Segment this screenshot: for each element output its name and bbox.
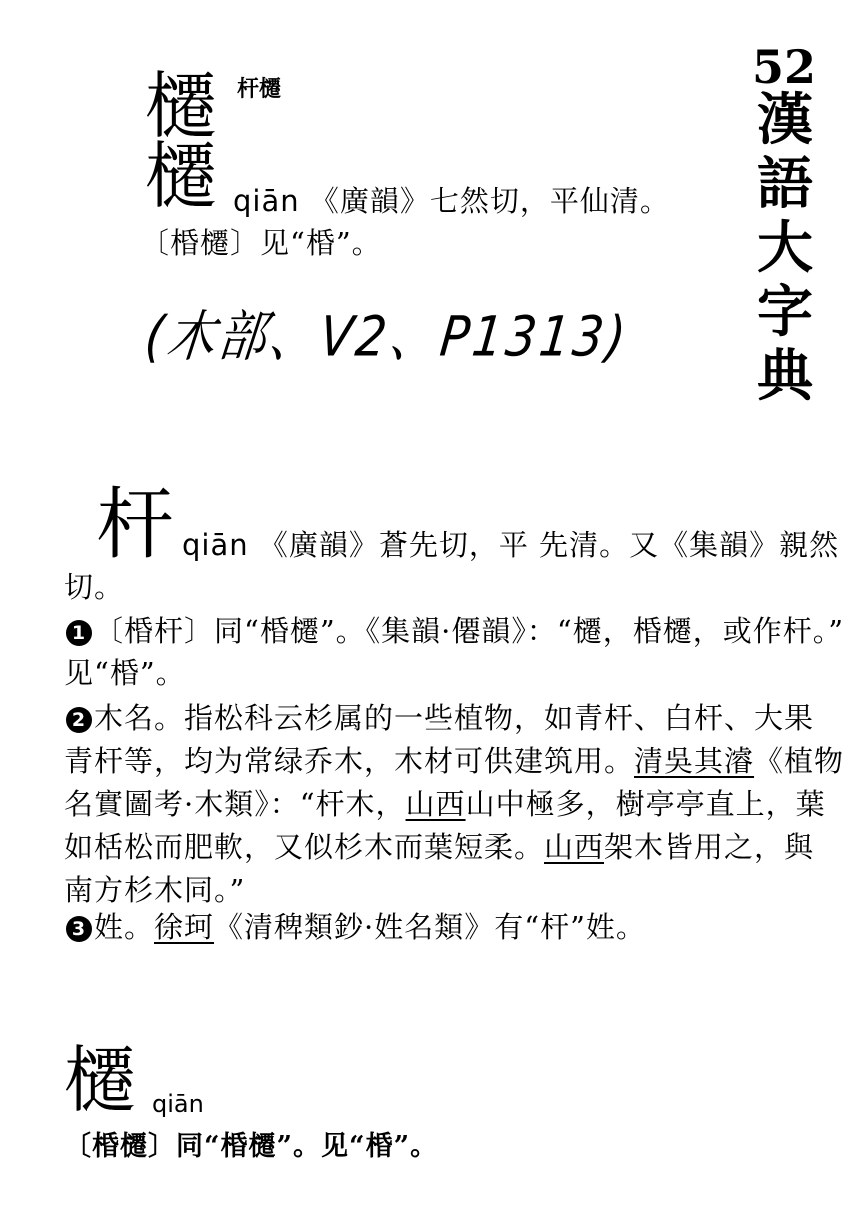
- text-line: 南方杉木同。”: [64, 873, 246, 907]
- variant-note: 杆櫏: [237, 76, 282, 102]
- proper-name: 清: [634, 744, 665, 778]
- text-line: 切。: [64, 570, 125, 604]
- entry-definition: 〔棔櫏〕见“棔”。: [140, 226, 382, 260]
- title-char: 語: [757, 151, 813, 217]
- pinyin: qiān: [152, 1090, 204, 1118]
- head-character: 杆: [96, 480, 175, 570]
- proper-name: 山西: [405, 787, 466, 821]
- sense-text: 木名。指松科云杉属的一些植物，如青杆、白杆、大果: [94, 701, 815, 735]
- page-number: 52: [752, 40, 817, 94]
- proper-name: 山西: [544, 830, 605, 864]
- head-character: 櫏: [145, 134, 218, 218]
- sense-marker: 3: [66, 916, 92, 942]
- pinyin: qiān: [182, 528, 249, 562]
- entry-reading: [233, 180, 670, 223]
- pinyin: qiān: [233, 184, 300, 218]
- title-char: 字: [757, 279, 813, 345]
- sense-marker: 2: [66, 707, 92, 733]
- sense-3: [66, 906, 646, 949]
- text-line: [64, 826, 814, 869]
- text-line: [64, 783, 826, 826]
- sense-2: [66, 697, 814, 740]
- text-span: 名實圖考·木類》：“杆木，: [64, 787, 406, 821]
- entry-reading: [182, 524, 839, 567]
- sense-marker: 1: [66, 620, 92, 646]
- text-span: 姓。: [94, 910, 155, 944]
- head-character: 櫏: [145, 64, 218, 148]
- text-span: 《植物: [754, 744, 845, 778]
- text-span: 《清稗類鈔·姓名類》有“杆”姓。: [214, 910, 646, 944]
- text-span: 青杆等，均为常绿乔木，木材可供建筑用。: [64, 744, 635, 778]
- reading-text: 《廣韻》蒼先切，平 先清。又《集韻》親然: [258, 528, 840, 562]
- proper-name: 徐珂: [154, 910, 215, 944]
- entry-definition: 〔棔櫏〕同“棔櫏”。见“棔”。: [64, 1131, 439, 1162]
- handwritten-note: (木部、V2、P1313): [141, 304, 632, 370]
- sense-text: 〔棔杆〕同“棔櫏”。《集韻·僊韻》：“櫏，棔櫏，或作杆。”: [94, 614, 845, 648]
- dictionary-title: [757, 87, 817, 409]
- text-line: 见“棔”。: [64, 656, 186, 690]
- text-span: 山中極多，樹亭亭直上，葉: [465, 787, 826, 821]
- head-character: 櫏: [64, 1038, 137, 1122]
- text-span: 架木皆用之，與: [604, 830, 815, 864]
- title-char: 漢: [757, 87, 813, 153]
- reading-text: 《廣韻》七然切，平仙清。: [309, 184, 670, 218]
- text-line: [64, 740, 844, 783]
- text-span: 如栝松而肥軟，又似杉木而葉短柔。: [64, 830, 545, 864]
- sense-1: [66, 610, 844, 653]
- title-char: 典: [757, 343, 813, 409]
- proper-name: 吳其濬: [664, 744, 755, 778]
- title-char: 大: [757, 215, 813, 281]
